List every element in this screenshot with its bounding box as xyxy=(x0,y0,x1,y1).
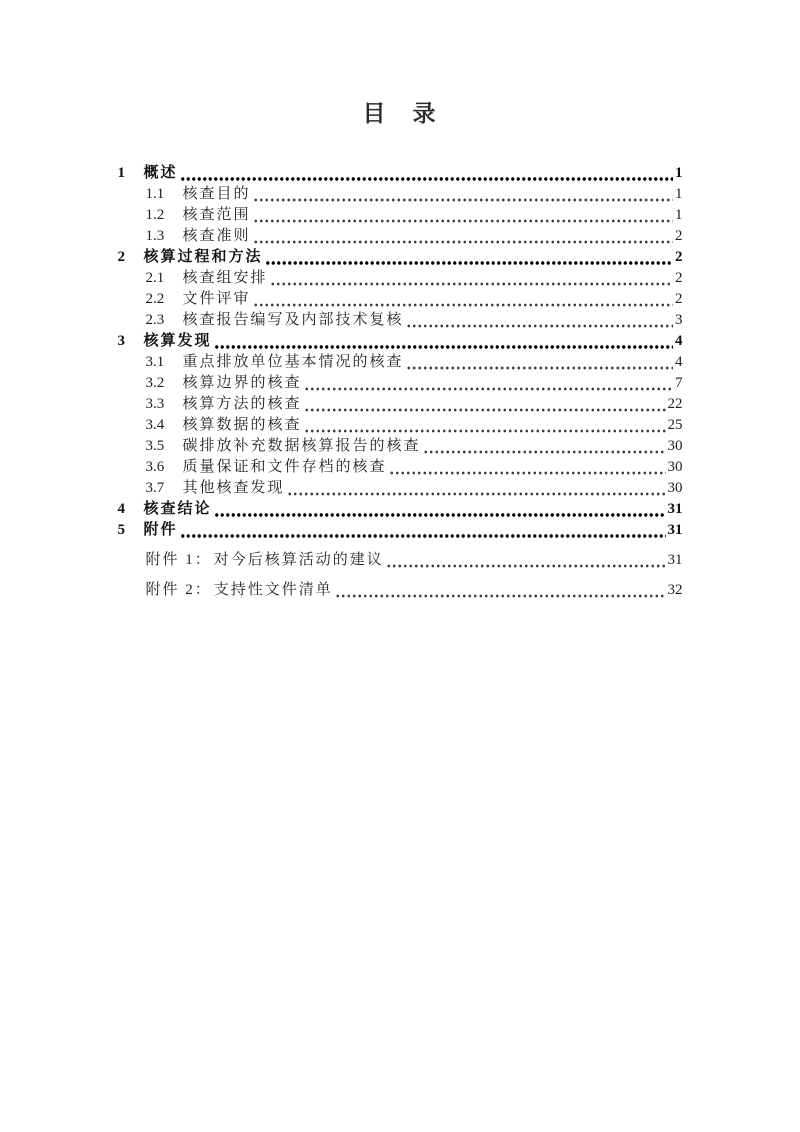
leader-dots xyxy=(214,499,666,520)
entry-page: 31 xyxy=(667,522,683,538)
toc-entry[interactable] xyxy=(118,580,683,601)
entry-label: 文件评审 xyxy=(182,291,251,307)
leader-dots xyxy=(253,205,673,226)
leader-dots xyxy=(270,268,673,289)
toc-entry[interactable] xyxy=(118,289,683,310)
toc-entry[interactable] xyxy=(118,310,683,331)
toc-entry[interactable] xyxy=(118,478,683,499)
toc-entry[interactable] xyxy=(118,550,683,571)
page-title: 目 录 xyxy=(362,101,438,126)
entry-number: 1.1 xyxy=(145,186,165,202)
entry-number: 3.2 xyxy=(145,375,165,391)
leader-dots xyxy=(406,310,673,331)
leader-dots xyxy=(180,163,673,184)
toc-entry[interactable] xyxy=(118,268,683,289)
entry-number: 1 xyxy=(117,165,125,181)
entry-label: 核算过程和方法 xyxy=(143,249,263,265)
leader-dots xyxy=(335,580,666,601)
entry-page: 4 xyxy=(675,354,683,370)
entry-page: 2 xyxy=(675,291,683,307)
entry-label: 核算数据的核查 xyxy=(182,417,302,433)
toc-entry[interactable] xyxy=(118,352,683,373)
entry-label: 核查范围 xyxy=(182,207,251,223)
leader-dots xyxy=(214,331,673,352)
entry-page: 31 xyxy=(667,501,683,517)
leader-dots xyxy=(287,478,666,499)
leader-dots xyxy=(389,457,666,478)
entry-label: 核算边界的核查 xyxy=(182,375,302,391)
entry-number: 1.2 xyxy=(145,207,165,223)
entry-number: 1.3 xyxy=(145,228,165,244)
toc-entry[interactable] xyxy=(118,184,683,205)
entry-label: 附件 xyxy=(143,522,178,538)
entry-page: 30 xyxy=(667,459,683,475)
leader-dots xyxy=(423,436,666,457)
entry-label: 质量保证和文件存档的核查 xyxy=(182,459,387,475)
entry-label: 核查组安排 xyxy=(182,270,268,286)
entry-label: 支持性文件清单 xyxy=(213,582,333,598)
toc-entry[interactable] xyxy=(118,331,683,352)
leader-dots xyxy=(386,550,666,571)
entry-number: 附件 1： xyxy=(145,552,212,568)
toc-list xyxy=(118,163,683,601)
toc-entry[interactable] xyxy=(118,436,683,457)
entry-number: 4 xyxy=(117,501,125,517)
toc-entry[interactable] xyxy=(118,205,683,226)
toc-entry[interactable] xyxy=(118,394,683,415)
entry-page: 2 xyxy=(675,249,683,265)
entry-label: 对今后核算活动的建议 xyxy=(213,552,384,568)
leader-dots xyxy=(304,415,666,436)
entry-label: 核查目的 xyxy=(182,186,251,202)
toc-entry[interactable] xyxy=(118,520,683,541)
entry-page: 30 xyxy=(667,480,683,496)
leader-dots xyxy=(265,247,673,268)
entry-page: 22 xyxy=(667,396,683,412)
entry-number: 3 xyxy=(117,333,125,349)
entry-number: 5 xyxy=(117,522,125,538)
entry-number: 3.4 xyxy=(145,417,165,433)
toc-entry[interactable] xyxy=(118,373,683,394)
entry-page: 4 xyxy=(675,333,683,349)
entry-label: 核算发现 xyxy=(143,333,212,349)
toc-entry[interactable] xyxy=(118,499,683,520)
entry-page: 3 xyxy=(675,312,683,328)
entry-label: 核查准则 xyxy=(182,228,251,244)
entry-number: 3.1 xyxy=(145,354,165,370)
entry-page: 30 xyxy=(667,438,683,454)
leader-dots xyxy=(304,394,666,415)
entry-number: 2.3 xyxy=(145,312,165,328)
entry-page: 7 xyxy=(675,375,683,391)
entry-page: 2 xyxy=(675,270,683,286)
toc-entry[interactable] xyxy=(118,415,683,436)
entry-number: 2.1 xyxy=(145,270,165,286)
entry-label: 其他核查发现 xyxy=(182,480,285,496)
toc-entry[interactable] xyxy=(118,163,683,184)
toc-entry[interactable] xyxy=(118,247,683,268)
entry-page: 2 xyxy=(675,228,683,244)
entry-label: 重点排放单位基本情况的核查 xyxy=(182,354,404,370)
entry-label: 核查结论 xyxy=(143,501,212,517)
entry-label: 碳排放补充数据核算报告的核查 xyxy=(182,438,421,454)
entry-number: 2.2 xyxy=(145,291,165,307)
entry-page: 32 xyxy=(667,582,683,598)
entry-page: 1 xyxy=(675,165,683,181)
entry-page: 25 xyxy=(667,417,683,433)
entry-number: 3.7 xyxy=(145,480,165,496)
leader-dots xyxy=(253,184,673,205)
entry-page: 1 xyxy=(675,207,683,223)
entry-label: 核算方法的核查 xyxy=(182,396,302,412)
toc-entry[interactable] xyxy=(118,457,683,478)
entry-number: 3.6 xyxy=(145,459,165,475)
entry-page: 31 xyxy=(667,552,683,568)
entry-page: 1 xyxy=(675,186,683,202)
entry-number: 2 xyxy=(117,249,125,265)
entry-number: 3.5 xyxy=(145,438,165,454)
leader-dots xyxy=(180,520,666,541)
leader-dots xyxy=(253,289,673,310)
entry-number: 3.3 xyxy=(145,396,165,412)
leader-dots xyxy=(304,373,673,394)
entry-number: 附件 2： xyxy=(145,582,212,598)
leader-dots xyxy=(406,352,673,373)
leader-dots xyxy=(253,226,673,247)
entry-label: 概述 xyxy=(143,165,178,181)
entry-label: 核查报告编写及内部技术复核 xyxy=(182,312,404,328)
toc-entry[interactable] xyxy=(118,226,683,247)
